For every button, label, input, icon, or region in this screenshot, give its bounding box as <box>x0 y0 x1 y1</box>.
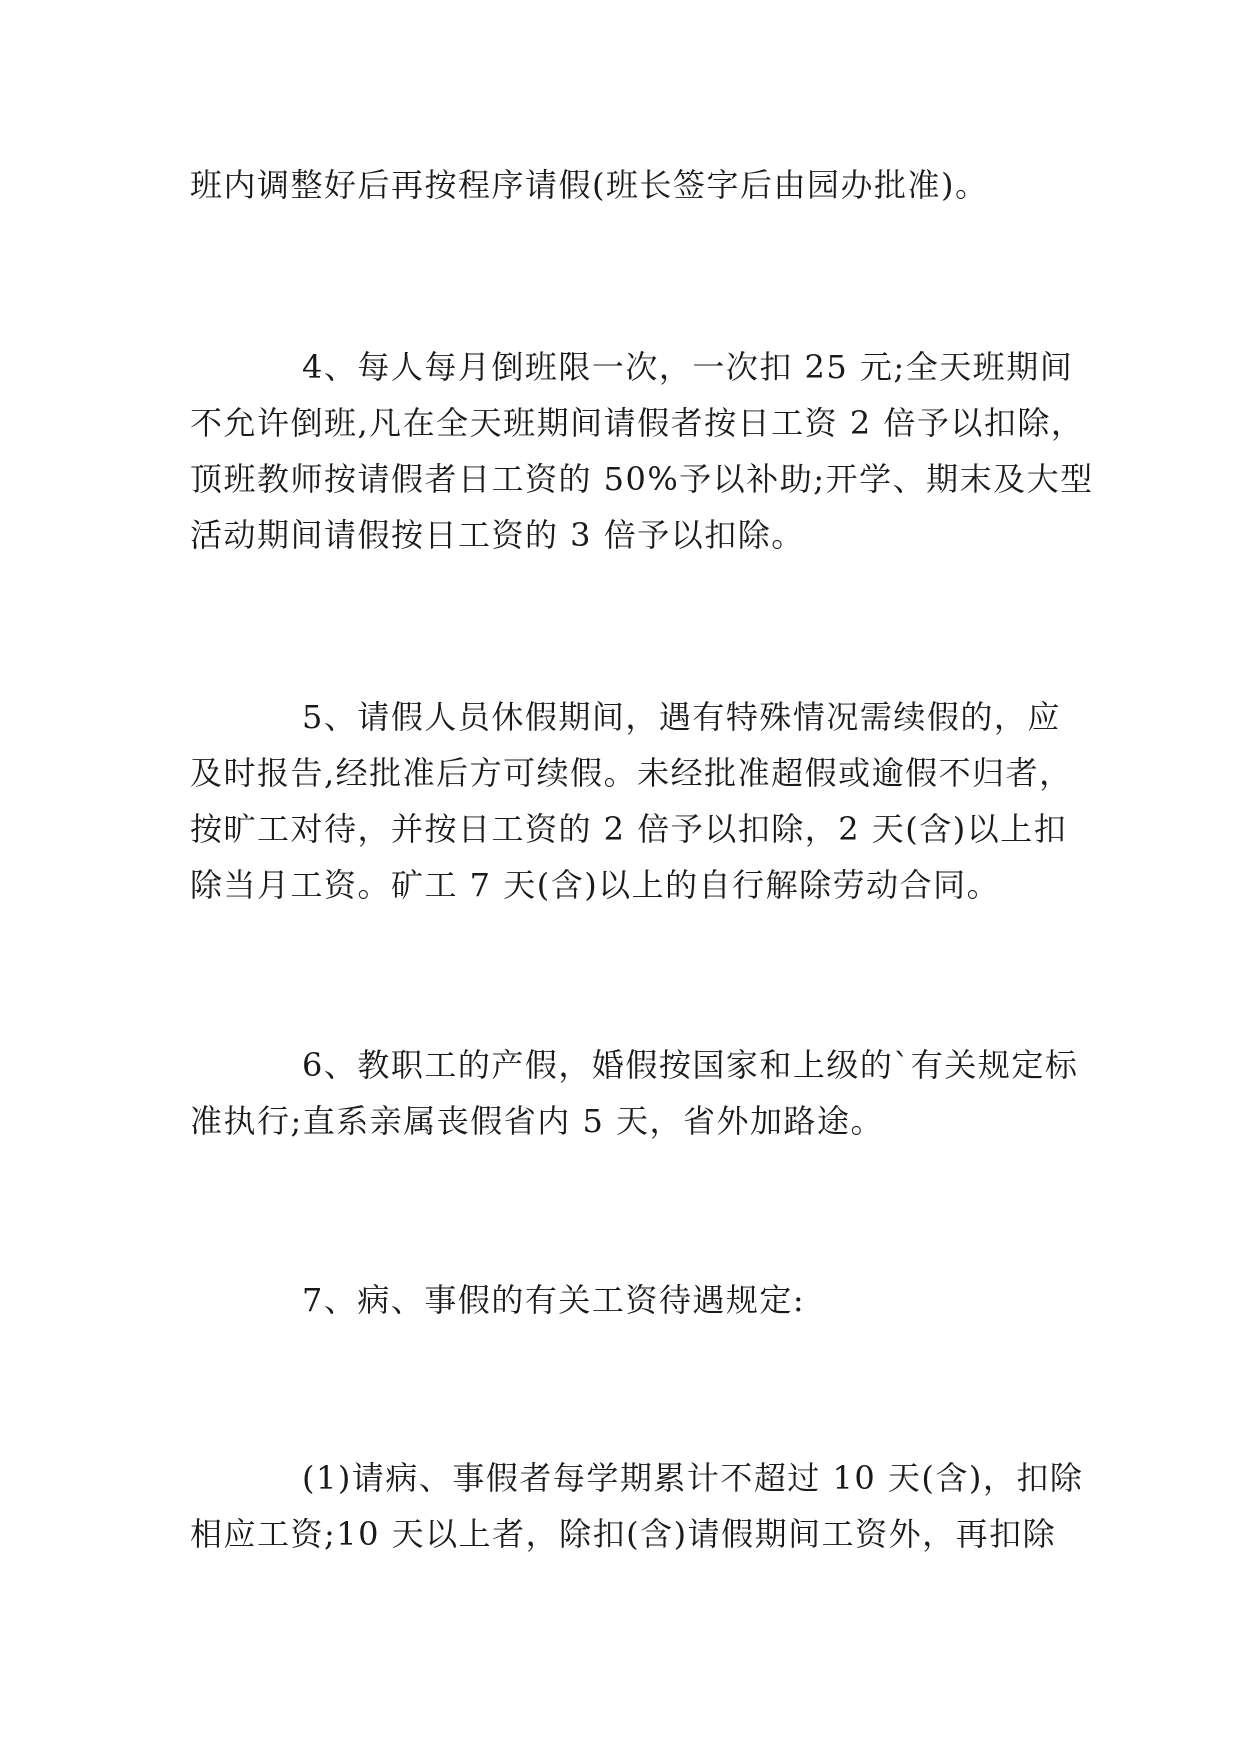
paragraph-item-7 <box>190 1272 1060 1328</box>
text-line: 班内调整好后再按程序请假(班长签字后由园办批准)。 <box>190 166 989 204</box>
paragraph-item-4 <box>190 339 1094 563</box>
text-line: 准执行;直系亲属丧假省内 5 天，省外加路途。 <box>190 1102 884 1140</box>
text-line: 顶班教师按请假者日工资的 50%予以补助;开学、期末及大型 <box>190 460 1094 498</box>
text-line: 活动期间请假按日工资的 3 倍予以扣除。 <box>190 516 805 554</box>
text-line: 不允许倒班,凡在全天班期间请假者按日工资 2 倍予以扣除， <box>190 404 1085 442</box>
text-line: 7、病、事假的有关工资待遇规定: <box>302 1281 806 1319</box>
text-line: 按旷工对待，并按日工资的 2 倍予以扣除，2 天(含)以上扣 <box>190 810 1068 848</box>
text-line: 6、教职工的产假，婚假按国家和上级的`有关规定标 <box>302 1046 1079 1084</box>
text-line: 除当月工资。矿工 7 天(含)以上的自行解除劳动合同。 <box>190 866 1001 904</box>
paragraph-item-6 <box>190 1037 1079 1149</box>
paragraph-item-7-1 <box>190 1450 1084 1562</box>
paragraph-item-5 <box>190 689 1073 913</box>
text-line: 5、请假人员休假期间，遇有特殊情况需续假的，应 <box>302 698 1061 736</box>
text-line: 相应工资;10 天以上者，除扣(含)请假期间工资外，再扣除 <box>190 1515 1057 1553</box>
text-line: 及时报告,经批准后方可续假。未经批准超假或逾假不归者， <box>190 754 1073 792</box>
paragraph-continuation <box>190 157 1060 213</box>
text-line: 4、每人每月倒班限一次，一次扣 25 元;全天班期间 <box>302 348 1074 386</box>
text-line: (1)请病、事假者每学期累计不超过 10 天(含)，扣除 <box>302 1459 1084 1497</box>
